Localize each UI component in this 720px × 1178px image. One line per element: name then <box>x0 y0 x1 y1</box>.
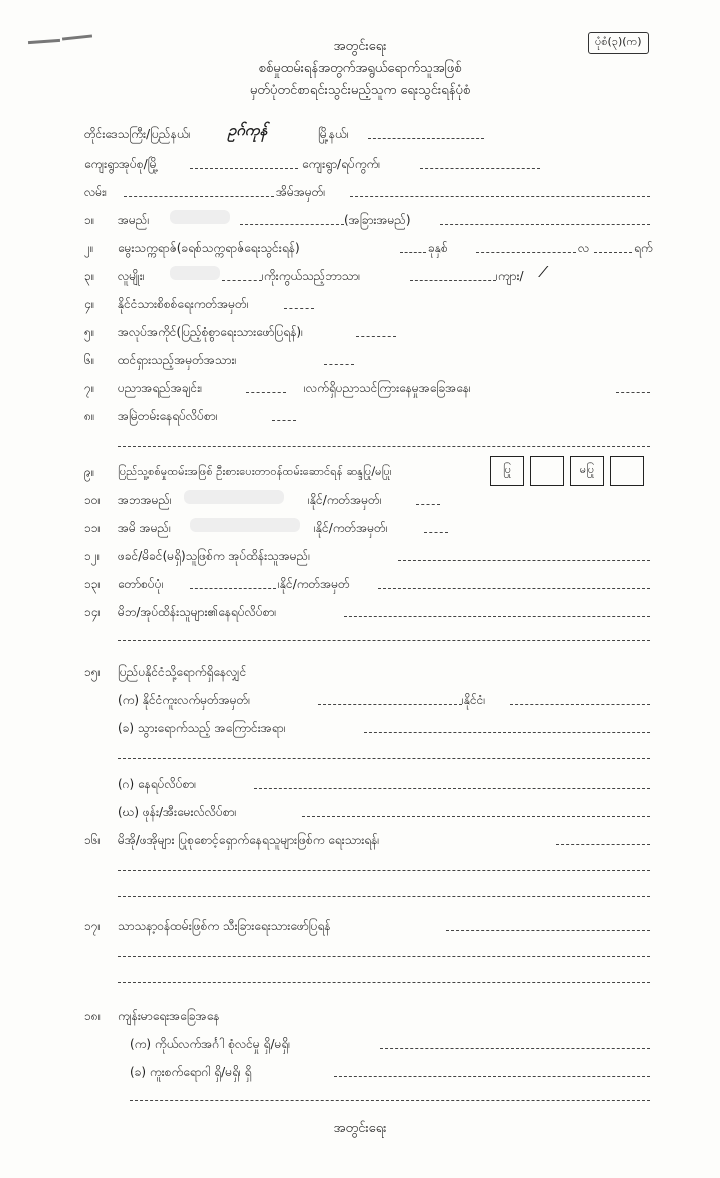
father-name-label: အဘအမည်၊ <box>118 493 172 507</box>
item-number: ၇။ <box>84 381 95 395</box>
item-number: ၅။ <box>84 325 95 339</box>
item-number: ၁၀။ <box>84 493 102 507</box>
other-name-label: (အခြားအမည်) <box>344 213 411 227</box>
ward-field[interactable] <box>190 168 298 169</box>
street-label: လမ်း၊ <box>84 185 108 199</box>
region-label: တိုင်းဒေသကြီး/ပြည်နယ်၊ <box>84 127 191 141</box>
relationship-field[interactable] <box>190 588 276 589</box>
disability-field[interactable] <box>380 1048 650 1049</box>
mother-nrc-field[interactable] <box>424 532 448 533</box>
religion-label: ၊ကိုးကွယ်သည့်ဘာသာ၊ <box>262 269 361 283</box>
health-label: ကျန်းမာရေးအခြေအနေ <box>118 1009 220 1023</box>
dob-year-label: ခုနှစ် <box>428 241 448 255</box>
house-no-field[interactable] <box>350 196 650 197</box>
form-title-line1: စစ်မှုထမ်းရန်အတွက်အရွယ်ရောက်သူအဖြစ် <box>258 61 462 76</box>
redacted-area <box>170 266 220 280</box>
dob-month-field[interactable] <box>476 252 576 253</box>
item-number: ၁၈။ <box>84 1009 102 1023</box>
phone-email-label: (ဃ) ဖုန်း/အီးမေးလ်လိပ်စာ၊ <box>118 805 237 819</box>
parents-address-label: မိဘ/အုပ်ထိန်းသူများ၏နေရပ်လိပ်စာ၊ <box>118 605 277 619</box>
house-no-label: အိမ်အမှတ်၊ <box>276 185 326 199</box>
item-number: ၁၆။ <box>84 833 102 847</box>
item-number: ၂။ <box>84 241 94 255</box>
monk-field-2[interactable] <box>118 956 650 957</box>
elderly-care-label: မိအို/ဖအိုများ ပြုစုစောင့်ရှောက်နေရသူများဖြစ်က ရေးသားရန်၊ <box>118 833 380 847</box>
dob-label: မွေးသက္ကရာဇ်(ခရစ်သက္ကရာဇ်ရေးသွင်းရန်) <box>118 241 300 255</box>
township-field[interactable] <box>368 138 484 139</box>
conscription-preference-label: ပြည်သူ့စစ်မှုထမ်းအဖြစ် ဦးစားပေးတာဝန်ထမ်းဆောင်ရန် ဆန္ဒပြု/မပြု၊ <box>118 465 392 478</box>
item-number: ၁။ <box>84 213 95 227</box>
elderly-care-field-3[interactable] <box>118 896 650 897</box>
item-number: ၁၄။ <box>84 605 102 619</box>
guardian-nrc-field[interactable] <box>378 588 650 589</box>
monk-field[interactable] <box>446 930 650 931</box>
checkbox-no-label: မပြု <box>570 456 604 486</box>
mother-name-label: အမိ အမည်၊ <box>118 521 172 535</box>
permanent-address-label: အမြဲတမ်းနေရပ်လိပ်စာ၊ <box>118 409 218 423</box>
region-value: ဥဂ်ကုန် <box>228 121 268 139</box>
item-number: ၁၇။ <box>84 919 102 933</box>
classification-bottom: အတွင်းရေး <box>333 1121 387 1136</box>
name-label: အမည်၊ <box>118 213 150 227</box>
other-name-field[interactable] <box>440 224 650 225</box>
father-nrc-field[interactable] <box>416 504 440 505</box>
checkbox-no[interactable] <box>610 456 644 486</box>
ward-label: ကျေးရွာအုပ်စု/မြို့ <box>84 157 159 171</box>
occupation-field[interactable] <box>356 336 396 337</box>
sex-mark: ⁄ <box>542 263 545 281</box>
form-code: ပုံစံ(၃)(က) <box>588 32 649 54</box>
passport-field[interactable] <box>318 704 462 705</box>
permanent-address-field[interactable] <box>272 420 296 421</box>
purpose-field[interactable] <box>364 732 650 733</box>
permanent-address-field-2[interactable] <box>118 446 650 447</box>
father-nrc-label: ၊နိုင်/ကတ်အမှတ်၊ <box>308 493 382 507</box>
abroad-address-label: (ဂ) နေရပ်လိပ်စာ၊ <box>118 777 197 791</box>
country-label: ၊နိုင်ငံ၊ <box>462 693 486 707</box>
dob-day-label: ရက် <box>634 241 653 255</box>
dob-year-field[interactable] <box>400 252 426 253</box>
abroad-label: ပြည်ပနိုင်ငံသို့ရောက်ရှိနေလျှင် <box>118 665 247 679</box>
parents-address-field-2[interactable] <box>118 640 650 641</box>
purpose-label: (ခ) သွားရောက်သည့် အကြောင်းအရာ၊ <box>118 721 286 735</box>
item-number: ၆။ <box>84 353 95 367</box>
checkbox-yes-label: ပြု <box>490 456 524 486</box>
redacted-area <box>190 518 300 532</box>
guardian-name-field[interactable] <box>398 560 650 561</box>
nrc-field[interactable] <box>284 308 314 309</box>
marks-label: ထင်ရှားသည့်အမှတ်အသား၊ <box>118 353 237 367</box>
disability-label: (က) ကိုယ်လက်အင်္ဂါ စုံလင်မှု ရှိ/မရှိ၊ <box>130 1037 291 1051</box>
contagious-label: (ခ) ကူးစက်ရောဂါ ရှိ/မရှိ၊ ရှိ <box>130 1065 252 1079</box>
street-field[interactable] <box>124 196 274 197</box>
dob-day-field[interactable] <box>594 252 632 253</box>
village-field[interactable] <box>420 168 540 169</box>
checkbox-yes[interactable] <box>530 456 564 486</box>
item-number: ၁၅။ <box>84 665 102 679</box>
sex-label: ၊ကျား/ <box>496 269 524 283</box>
relationship-label: တော်စပ်ပုံ၊ <box>118 577 164 591</box>
dob-month-label: လ <box>578 241 590 255</box>
item-number: ၁၁။ <box>84 521 102 535</box>
item-number: ၃။ <box>84 269 95 283</box>
item-number: ၈။ <box>84 409 95 423</box>
parents-address-field[interactable] <box>344 616 650 617</box>
contagious-field-2[interactable] <box>130 1100 650 1101</box>
phone-email-field[interactable] <box>302 816 650 817</box>
form-title-line2: မှတ်ပုံတင်စာရင်းသွင်းမည့်သူက ရေးသွင်းရန်ပုံစံ <box>249 83 471 98</box>
classification-top: အတွင်းရေး <box>333 39 387 54</box>
redacted-area <box>184 490 284 504</box>
name-field[interactable] <box>240 224 344 225</box>
elderly-care-field[interactable] <box>556 844 650 845</box>
country-field[interactable] <box>510 704 650 705</box>
race-field[interactable] <box>222 280 262 281</box>
current-education-label: ၊လက်ရှိပညာသင်ကြားနေမှုအခြေအနေ၊ <box>304 381 471 395</box>
village-label: ကျေးရွာ/ရပ်ကွက်၊ <box>302 157 381 171</box>
redacted-area <box>170 210 230 224</box>
guardian-nrc-label: ၊နိုင်/ကတ်အမှတ် <box>278 577 350 591</box>
township-label: မြို့နယ်၊ <box>318 127 349 141</box>
passport-label: (က) နိုင်ငံကူးလက်မှတ်အမှတ်၊ <box>118 693 251 707</box>
monk-field-3[interactable] <box>118 982 650 983</box>
race-label: လူမျိုး၊ <box>118 269 145 283</box>
education-label: ပညာအရည်အချင်း၊ <box>118 381 203 395</box>
purpose-field-2[interactable] <box>118 758 650 759</box>
education-field[interactable] <box>246 392 286 393</box>
contagious-field[interactable] <box>334 1076 650 1077</box>
item-number: ၄။ <box>84 297 95 311</box>
item-number: ၉။ <box>84 465 95 479</box>
elderly-care-field-2[interactable] <box>118 870 650 871</box>
marks-field[interactable] <box>324 364 354 365</box>
monk-label: သာသနာ့ဝန်ထမ်းဖြစ်က သီးခြားရေးသားဖော်ပြရန် <box>118 919 331 933</box>
guardian-name-label: ဖခင်/မိခင်(မရှိ)သူဖြစ်က အုပ်ထိန်းသူအမည်၊ <box>118 549 311 563</box>
religion-field[interactable] <box>410 280 496 281</box>
nrc-label: နိုင်ငံသားစိစစ်ရေးကတ်အမှတ်၊ <box>118 297 249 311</box>
item-number: ၁၃။ <box>84 577 102 591</box>
mother-nrc-label: ၊နိုင်/ကတ်အမှတ်၊ <box>314 521 388 535</box>
current-education-field[interactable] <box>616 392 650 393</box>
item-number: ၁၂။ <box>84 549 101 563</box>
occupation-label: အလုပ်အကိုင်(ပြည့်စုံစွာရေးသားဖော်ပြရန်)၊ <box>118 325 303 339</box>
abroad-address-field[interactable] <box>254 788 650 789</box>
